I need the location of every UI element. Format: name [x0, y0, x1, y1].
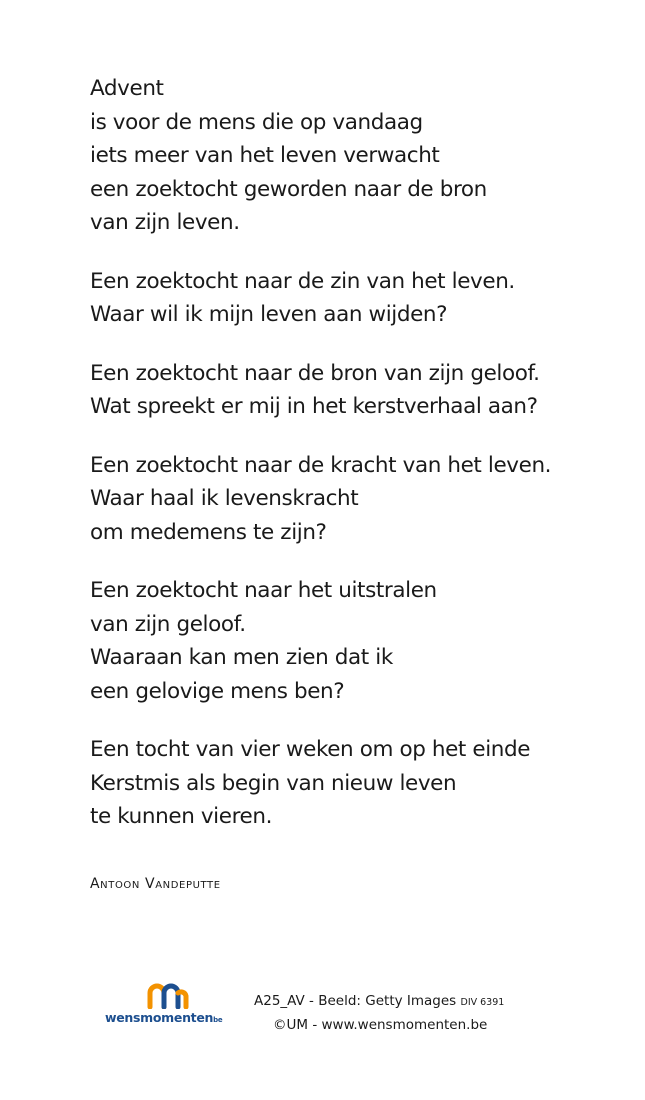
poem-line: Waar haal ik levenskracht [90, 486, 359, 511]
author-name: Antoon Vandeputte [90, 876, 221, 892]
stanza-2 [90, 265, 610, 332]
poem-line: is voor de mens die op vandaag [90, 109, 423, 135]
poem-line: Advent [90, 76, 164, 101]
poem-line: Een zoektocht naar de bron van zijn geloof. [90, 360, 540, 386]
credits-line-2: ©UM - www.wensmomenten.be [273, 1017, 488, 1033]
poem-line: te kunnen vieren. [90, 804, 273, 829]
poem-line: Een zoektocht naar de zin van het leven. [90, 268, 515, 294]
poem-line: van zijn leven. [90, 210, 240, 235]
poem-line: om medemens te zijn? [90, 519, 327, 545]
stanza-3 [90, 357, 610, 424]
poem-line: Een tocht van vier weken om op het einde [90, 737, 531, 762]
poem-line: van zijn geloof. [90, 611, 246, 637]
poem-line: Waaraan kan men zien dat ik [90, 645, 393, 670]
poem-line: een zoektocht geworden naar de bron [90, 176, 487, 202]
stanza-1 [90, 72, 610, 240]
logo-mark-icon [147, 983, 189, 1009]
poem-line: iets meer van het leven verwacht [90, 143, 440, 168]
poem-line: Een zoektocht naar het uitstralen [90, 578, 437, 603]
poem-line: Kerstmis als begin van nieuw leven [90, 770, 457, 796]
stanza-4 [90, 449, 610, 550]
poem-line: Wat spreekt er mij in het kerstverhaal aan? [90, 394, 538, 419]
logo-suffix: be [213, 1016, 223, 1024]
stanza-6 [90, 733, 610, 834]
logo-wordmark [105, 1010, 222, 1025]
poem-line: een gelovige mens ben? [90, 678, 345, 704]
poem [90, 72, 610, 859]
logo-text: wensmomenten [105, 1010, 214, 1025]
poem-line: Waar wil ik mijn leven aan wijden? [90, 302, 448, 327]
poem-line: Een zoektocht naar de kracht van het leven. [90, 452, 552, 478]
credits [254, 990, 504, 1036]
div-code: DIV 6391 [460, 997, 505, 1008]
wensmomenten-logo [105, 983, 235, 1028]
credits-line-1: A25_AV - Beeld: Getty Images [254, 993, 461, 1009]
stanza-5 [90, 574, 610, 708]
